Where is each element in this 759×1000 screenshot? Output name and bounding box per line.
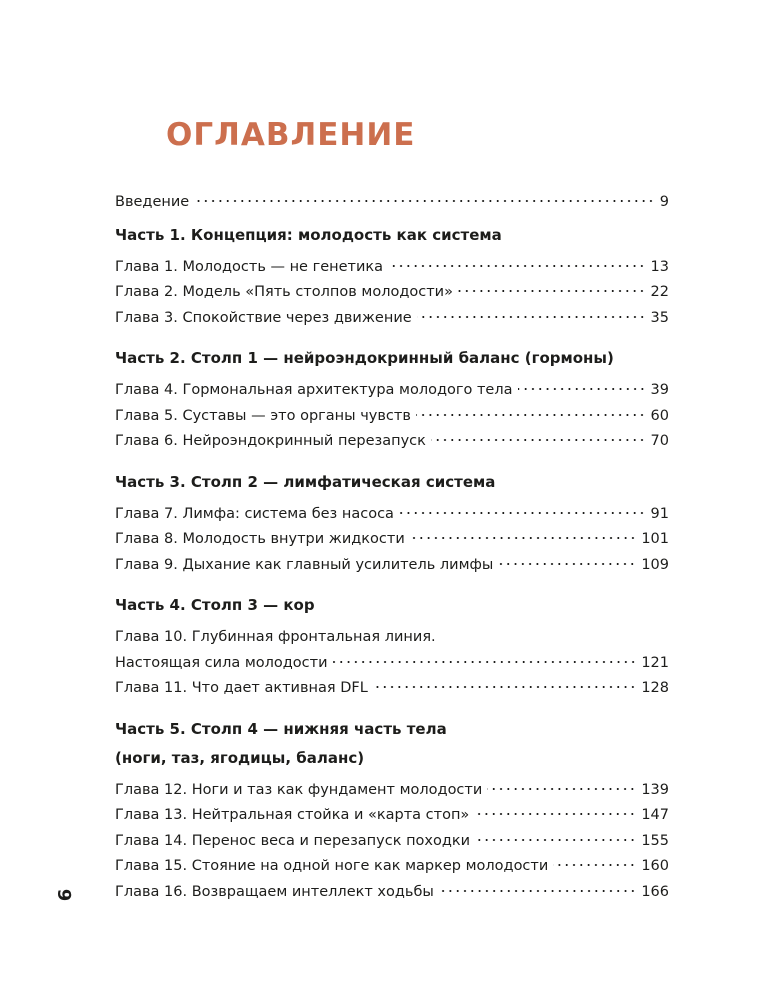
dot-leader: [194, 199, 655, 203]
dot-leader: [475, 838, 636, 842]
toc-entry: [115, 306, 669, 332]
entry-page-number: 91: [650, 505, 669, 522]
toc-entry: [115, 255, 669, 281]
entry-page-number: 39: [650, 382, 669, 398]
entry-page-number: 13: [650, 258, 669, 275]
table-of-contents: [115, 190, 669, 919]
toc-part-5: [115, 716, 669, 906]
entry-title: Глава 12. Ноги и таз как фундамент молодости: [115, 781, 483, 798]
dot-leader: [431, 438, 646, 442]
dot-leader: [410, 536, 637, 540]
entry-title: Глава 6. Нейроэндокринный перезапуск: [115, 433, 426, 449]
entry-title-first-line: Глава 10. Глубинная фронтальная линия.: [115, 629, 436, 645]
entry-title: Глава 13. Нейтральная стойка и «карта стоп»: [115, 807, 470, 823]
dot-leader: [518, 387, 646, 391]
toc-entry: [115, 404, 669, 430]
entry-page-number: 160: [641, 858, 669, 874]
toc-heading: ОГЛАВЛЕНИЕ: [166, 117, 416, 153]
entry-title: Глава 11. Что дает активная DFL: [115, 680, 368, 696]
entry-page-number: 139: [641, 781, 669, 798]
entry-title: Настоящая сила молодости: [115, 654, 328, 671]
dot-leader: [373, 685, 637, 689]
toc-entry: [115, 280, 669, 306]
dot-leader: [474, 812, 636, 816]
entry-page-number: 70: [650, 433, 669, 449]
entry-page-number: 101: [641, 531, 669, 547]
toc-entry: [115, 651, 669, 677]
toc-part-1: [115, 222, 669, 332]
entry-page-number: 9: [659, 194, 669, 210]
part-title: Часть 4. Столп 3 — кор: [115, 596, 315, 614]
entry-title: Глава 8. Молодость внутри жидкости: [115, 531, 405, 547]
dot-leader: [416, 413, 646, 417]
entry-title: Введение: [115, 194, 190, 210]
dot-leader: [553, 863, 636, 867]
part-title: Часть 2. Столп 1 — нейроэндокринный баланс (гормоны): [115, 349, 614, 367]
entry-title: Глава 5. Суставы — это органы чувств: [115, 407, 411, 424]
entry-page-number: 128: [641, 680, 669, 696]
part-title: Часть 1. Концепция: молодость как система: [115, 225, 502, 244]
toc-entry: [115, 429, 669, 455]
dot-leader: [399, 511, 646, 515]
entry-page-number: 147: [641, 807, 669, 823]
entry-page-number: 22: [650, 284, 669, 300]
dot-leader: [333, 660, 637, 664]
part-title: Часть 3. Столп 2 — лимфатическая система: [115, 472, 496, 491]
entry-title: Глава 2. Модель «Пять столпов молодости»: [115, 284, 453, 300]
toc-part-4: [115, 592, 669, 702]
entry-page-number: 35: [650, 309, 669, 326]
entry-title: Глава 16. Возвращаем интеллект ходьбы: [115, 883, 434, 900]
page-number: 6: [55, 888, 76, 902]
part-title-continued: (ноги, таз, ягодицы, баланс): [115, 748, 365, 767]
part-heading: [115, 716, 669, 771]
part-heading: [115, 222, 669, 248]
entry-title: Глава 14. Перенос веса и перезапуск походки: [115, 832, 471, 849]
dot-leader: [458, 289, 646, 293]
toc-part-2: [115, 345, 669, 455]
dot-leader: [388, 264, 646, 268]
toc-entry: [115, 553, 669, 579]
entry-title: Глава 4. Гормональная архитектура молодого тела: [115, 382, 513, 398]
entry-title: Глава 9. Дыхание как главный усилитель лимфы: [115, 556, 494, 573]
toc-entry: [115, 803, 669, 829]
entry-title: Глава 1. Молодость — не генетика: [115, 258, 384, 275]
entry-title: Глава 15. Стояние на одной ноге как маркер молодости: [115, 858, 549, 874]
dot-leader: [487, 787, 636, 791]
part-heading: [115, 469, 669, 495]
toc-entry: [115, 829, 669, 855]
part-heading: [115, 345, 669, 371]
toc-part-3: [115, 469, 669, 579]
toc-entry-multiline: [115, 625, 669, 676]
part-title: Часть 5. Столп 4 — нижняя часть тела: [115, 719, 447, 738]
toc-entry: [115, 880, 669, 906]
toc-entry: [115, 527, 669, 553]
toc-entry: [115, 854, 669, 880]
entry-title: Глава 3. Спокойствие через движение: [115, 309, 412, 326]
dot-leader: [417, 315, 646, 319]
entry-title: Глава 7. Лимфа: система без насоса: [115, 505, 394, 522]
part-heading: [115, 592, 669, 618]
entry-page-number: 109: [641, 556, 669, 573]
entry-page-number: 155: [641, 832, 669, 849]
entry-page-number: 121: [641, 654, 669, 671]
entry-page-number: 60: [650, 407, 669, 424]
dot-leader: [439, 889, 636, 893]
toc-entry: [115, 676, 669, 702]
entry-page-number: 166: [641, 883, 669, 900]
toc-entry: [115, 502, 669, 528]
toc-entry: [115, 778, 669, 804]
toc-entry: [115, 378, 669, 404]
toc-entry-intro: [115, 190, 669, 216]
dot-leader: [498, 562, 636, 566]
